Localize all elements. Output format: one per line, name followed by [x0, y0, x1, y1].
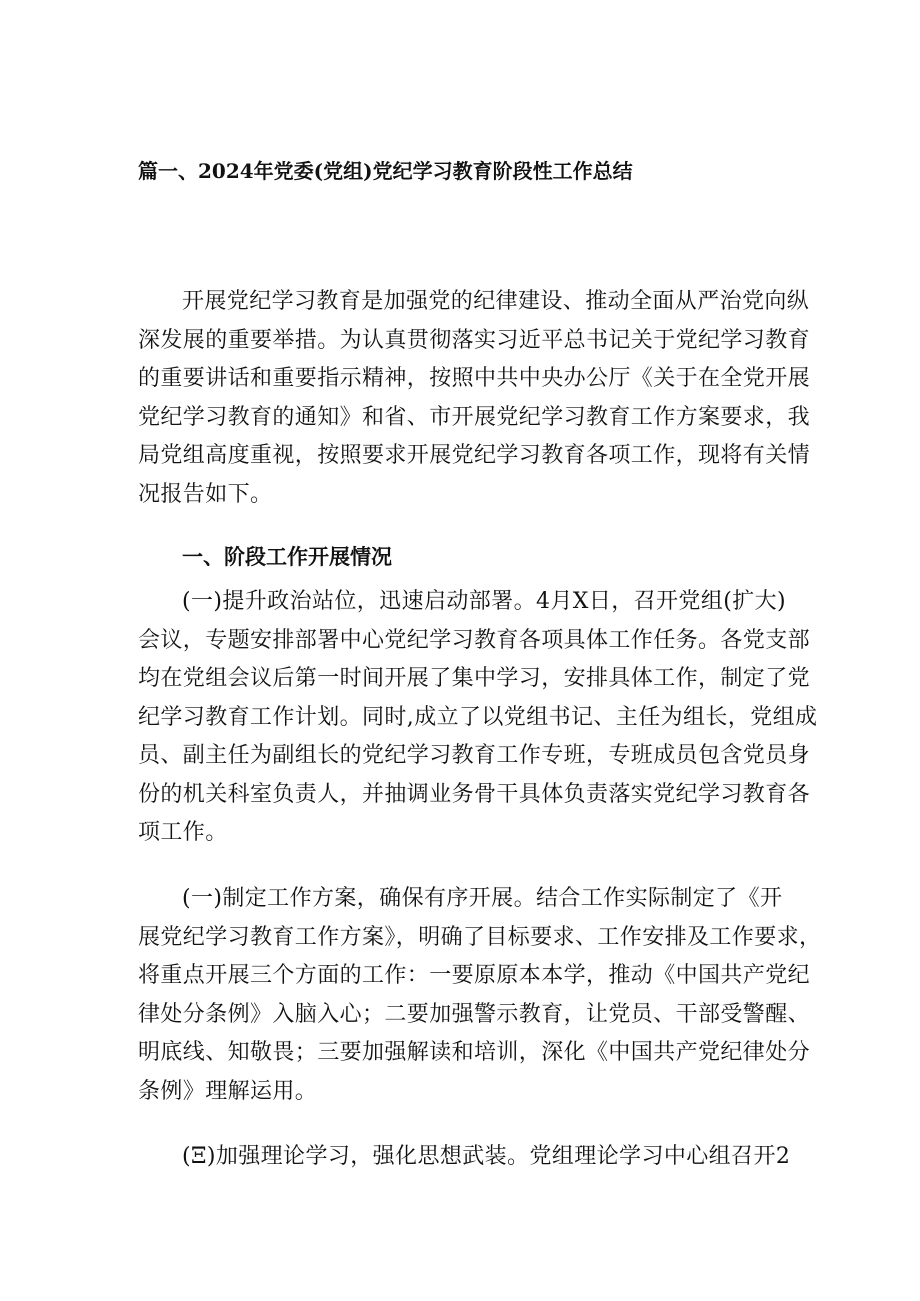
- paragraph-line: 局党组高度重视，按照要求开展党纪学习教育各项工作，现将有关情: [138, 443, 811, 468]
- paragraph-line: 份的机关科室负责人，并抽调业务骨干具体负责落实党纪学习教育各: [138, 781, 811, 807]
- paragraph-line: 深发展的重要举措。为认真贯彻落实习近平总书记关于党纪学习教育: [138, 327, 811, 353]
- paragraph-line: 条例》理解运用。: [138, 1078, 318, 1104]
- paragraph-line: 况报告如下。: [138, 481, 273, 507]
- paragraph-line: 将重点开展三个方面的工作：一要原原本本学，推动《中国共产党纪: [138, 963, 811, 988]
- paragraph-line: 纪学习教育工作计划。同时,成立了以党组书记、主任为组长，党组成: [138, 704, 818, 730]
- paragraph-line: (Ξ)加强理论学习，强化思想武装。党组理论学习中心组召开2: [182, 1144, 791, 1169]
- paragraph-line: 开展党纪学习教育是加强党的纪律建设、推动全面从严治党向纵: [182, 289, 810, 314]
- intro-paragraph: [138, 283, 811, 514]
- paragraph-line: 党纪学习教育的通知》和省、市开展党纪学习教育工作方案要求，我: [138, 404, 811, 430]
- document-title: 篇一、2024年党委(党组)党纪学习教育阶段性工作总结: [138, 159, 633, 183]
- paragraph-line: 展党纪学习教育工作方案》，明确了目标要求、工作安排及工作要求，: [138, 924, 822, 950]
- paragraph-line: 会议，专题安排部署中心党纪学习教育各项具体工作任务。各党支部: [138, 627, 811, 653]
- paragraph-line: 均在党组会议后第一时间开展了集中学习，安排具体工作，制定了党: [138, 666, 811, 691]
- paragraph-political-stance: [138, 583, 818, 853]
- paragraph-line: 明底线、知敬畏；三要加强解读和培训，深化《中国共产党纪律处分: [138, 1040, 811, 1065]
- paragraph-line: (一)提升政治站位，迅速启动部署。4月X日，召开党组(扩大): [182, 589, 786, 614]
- paragraph-work-plan: [138, 880, 822, 1111]
- paragraph-line: 员、副主任为副组长的党纪学习教育工作专班，专班成员包含党员身: [138, 743, 811, 768]
- paragraph-line: 项工作。: [138, 820, 228, 845]
- paragraph-theory-study: [138, 1138, 798, 1177]
- section-heading: 一、阶段工作开展情况: [182, 544, 392, 569]
- paragraph-line: (一)制定工作方案，确保有序开展。结合工作实际制定了《开: [182, 886, 783, 911]
- paragraph-line: 律处分条例》入脑入心；二要加强警示教育，让党员、干部受警醒、: [138, 1001, 811, 1027]
- paragraph-line: 的重要讲话和重要指示精神，按照中共中央办公厅《关于在全党开展: [138, 366, 811, 391]
